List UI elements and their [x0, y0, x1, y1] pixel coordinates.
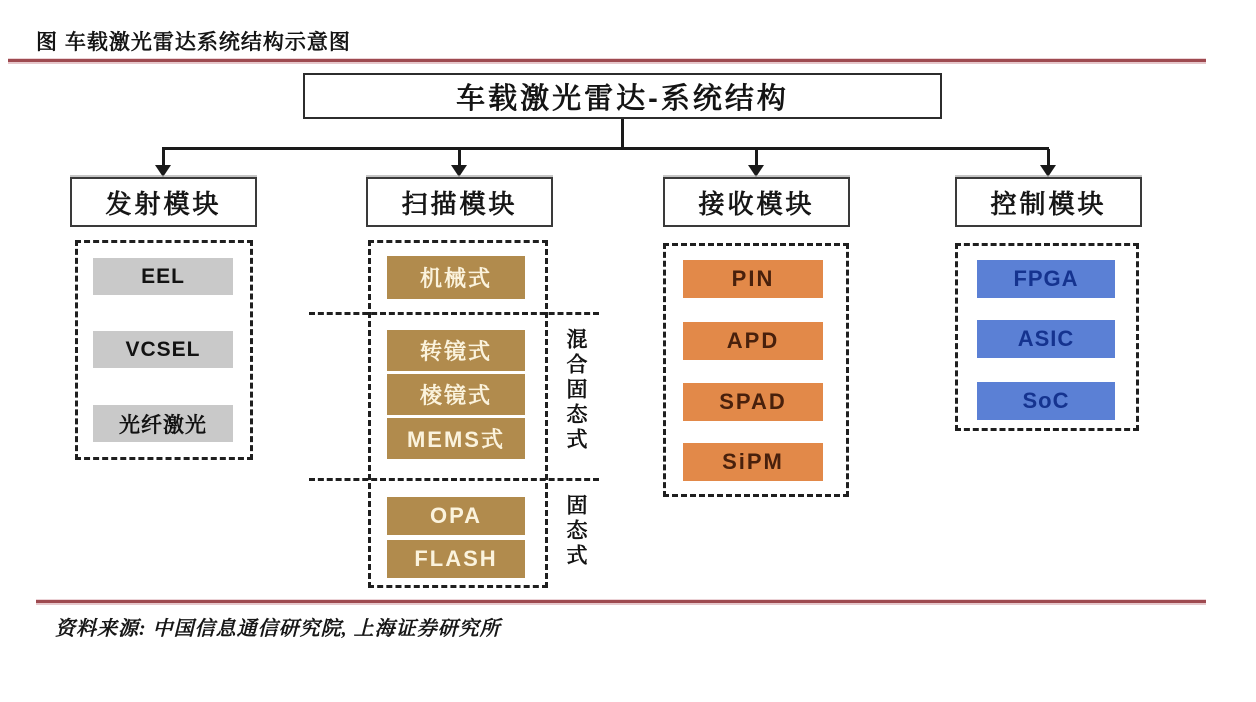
connector-root-stub — [621, 119, 624, 148]
item-flash: FLASH — [387, 540, 525, 578]
item-eel: EEL — [93, 258, 233, 295]
item-apd: APD — [683, 322, 823, 360]
arrow-down-icon — [748, 165, 764, 177]
arrow-down-icon — [1040, 165, 1056, 177]
scan-separator-2 — [309, 478, 599, 481]
bottom-rule — [36, 600, 1206, 603]
item-spad: SPAD — [683, 383, 823, 421]
item-mechanical: 机械式 — [387, 256, 525, 299]
root-node: 车载激光雷达-系统结构 — [303, 73, 942, 119]
module-scan: 扫描模块 — [366, 177, 553, 227]
module-receive: 接收模块 — [663, 177, 850, 227]
top-rule — [8, 59, 1206, 62]
item-fpga: FPGA — [977, 260, 1115, 298]
arrow-down-icon — [155, 165, 171, 177]
module-control: 控制模块 — [955, 177, 1142, 227]
item-prism: 棱镜式 — [387, 374, 525, 415]
scan-separator-1 — [309, 312, 599, 315]
item-rotating-mirror: 转镜式 — [387, 330, 525, 371]
item-asic: ASIC — [977, 320, 1115, 358]
item-mems: MEMS式 — [387, 418, 525, 459]
connector-horizontal — [162, 147, 1049, 150]
item-pin: PIN — [683, 260, 823, 298]
arrow-down-icon — [451, 165, 467, 177]
module-transmit: 发射模块 — [70, 177, 257, 227]
label-solid-state: 固态式 — [564, 494, 587, 569]
item-sipm: SiPM — [683, 443, 823, 481]
label-hybrid-solid-state: 混合固态式 — [564, 328, 587, 453]
figure-title: 图 车载激光雷达系统结构示意图 — [36, 31, 351, 54]
source-note: 资料来源: 中国信息通信研究院, 上海证券研究所 — [55, 618, 501, 640]
item-vcsel: VCSEL — [93, 331, 233, 368]
item-fiber-laser: 光纤激光 — [93, 405, 233, 442]
item-opa: OPA — [387, 497, 525, 535]
item-soc: SoC — [977, 382, 1115, 420]
